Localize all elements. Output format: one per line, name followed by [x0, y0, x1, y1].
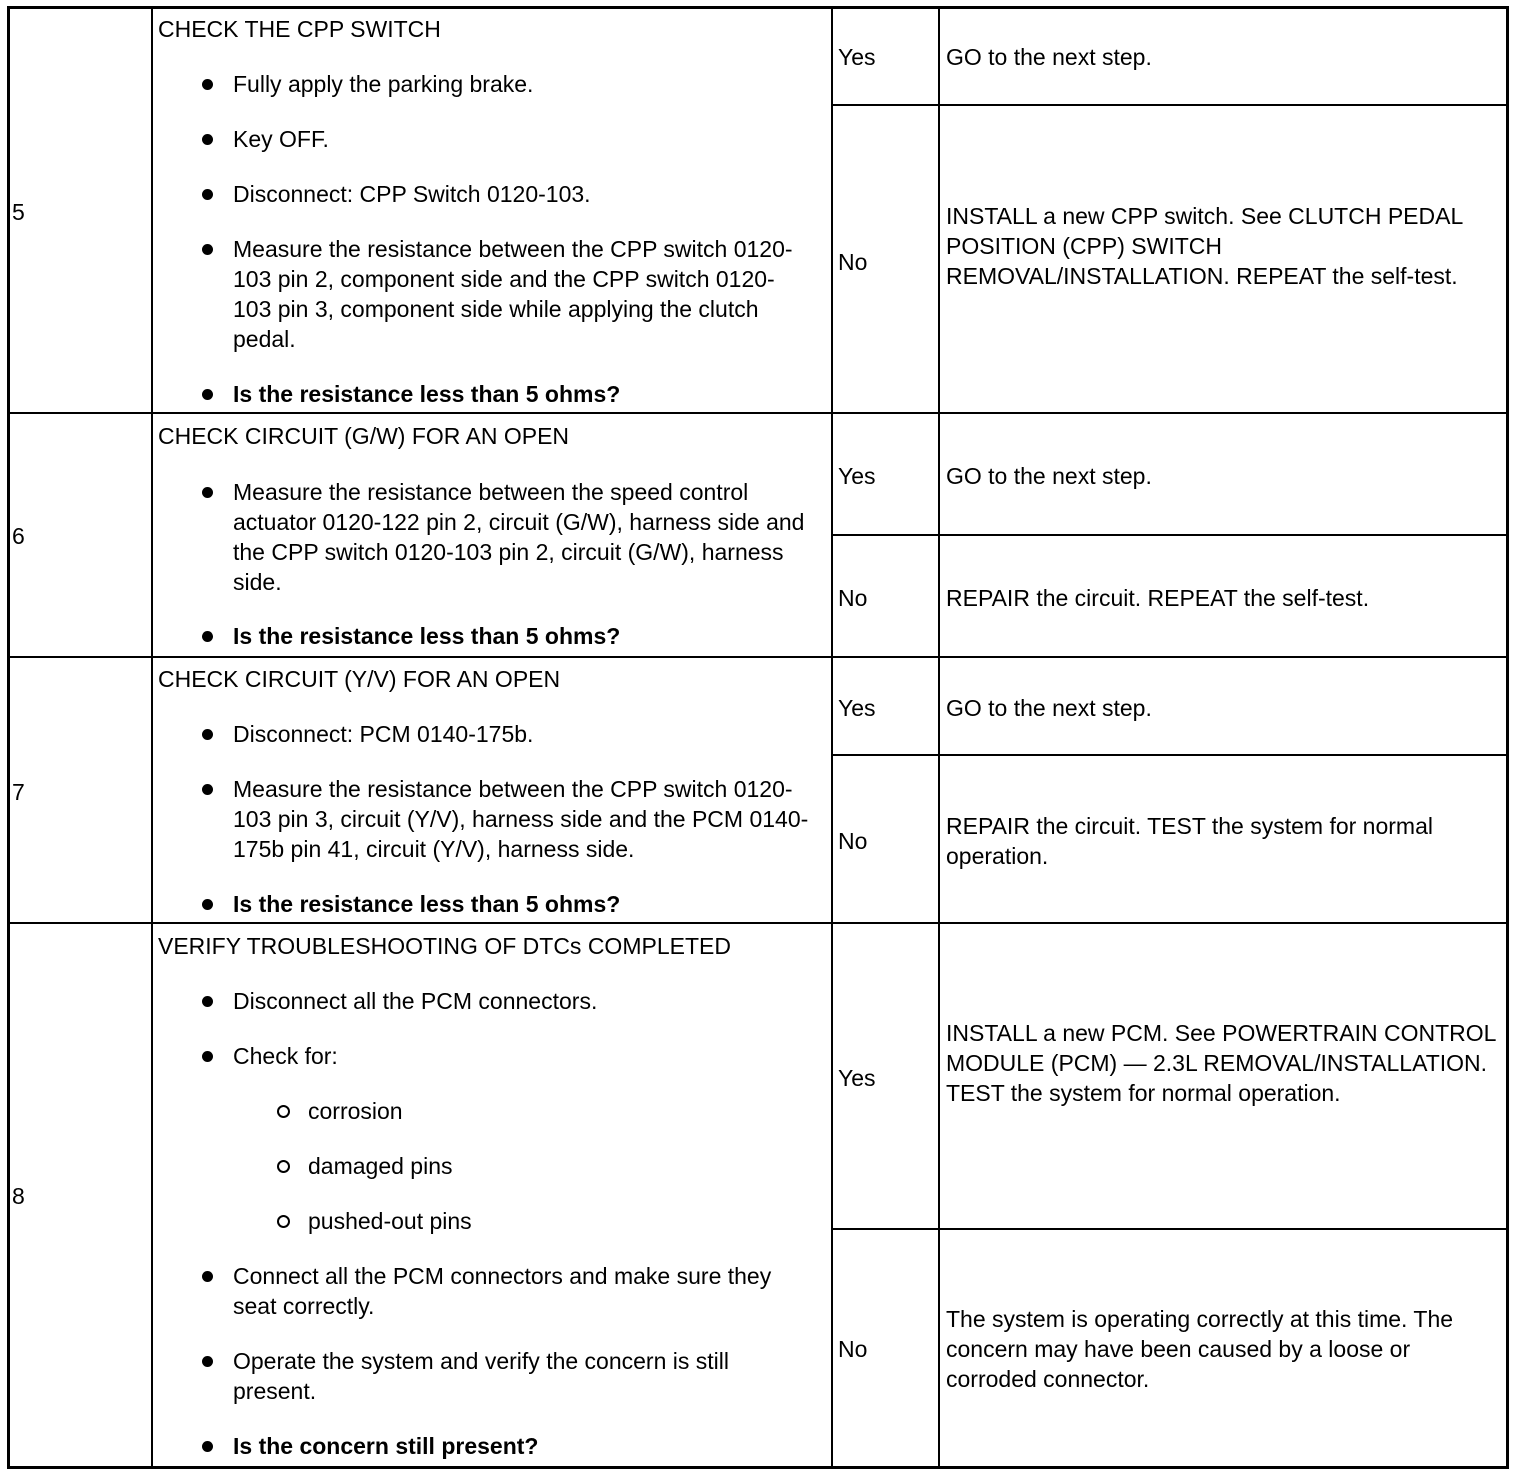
yes-label: Yes [838, 44, 876, 70]
instruction-item: Key OFF. [233, 126, 329, 152]
no-label: No [838, 828, 868, 854]
bullet-icon [202, 389, 213, 400]
step-heading: CHECK CIRCUIT (Y/V) FOR AN OPEN [158, 666, 561, 692]
yes-action: GO to the next step. [946, 695, 1152, 721]
bullet-icon [202, 631, 213, 642]
no-label: No [838, 1336, 868, 1362]
instruction-item: Measure the resistance between the CPP switch 0120-103 pin 2, component side and the CPP switch 0120-103 pin 3, component side while applying the clutch pedal. [233, 236, 793, 352]
hollow-bullet-icon [277, 1160, 290, 1173]
instruction-item: Measure the resistance between the CPP switch 0120-103 pin 3, circuit (Y/V), harness side and the PCM 0140-175b pin 41, circuit (Y/V), harness side. [233, 776, 809, 862]
step-question: Is the concern still present? [233, 1433, 539, 1459]
instruction-item: Measure the resistance between the speed control actuator 0120-122 pin 2, circuit (G/W), harness side and the CPP switch 0120-103 pin 2, circuit (G/W), harness side. [233, 479, 805, 595]
bullet-icon [202, 244, 213, 255]
instruction-item: Fully apply the parking brake. [233, 71, 534, 97]
step-number: 6 [12, 523, 25, 549]
bullet-icon [202, 1441, 213, 1452]
hollow-bullet-icon [277, 1105, 290, 1118]
no-action: REPAIR the circuit. REPEAT the self-test. [946, 585, 1370, 611]
instruction-item: Connect all the PCM connectors and make sure they seat correctly. [233, 1263, 772, 1319]
step-question: Is the resistance less than 5 ohms? [233, 623, 621, 649]
yes-action: GO to the next step. [946, 44, 1152, 70]
yes-label: Yes [838, 1065, 876, 1091]
sub-item: pushed-out pins [308, 1208, 472, 1234]
bullet-icon [202, 487, 213, 498]
sub-item: damaged pins [308, 1153, 453, 1179]
no-action: INSTALL a new CPP switch. See CLUTCH PEDAL POSITION (CPP) SWITCH REMOVAL/INSTALLATION. REPEAT the self-test. [946, 203, 1463, 289]
hollow-bullet-icon [277, 1215, 290, 1228]
instruction-item: Check for: [233, 1043, 338, 1069]
step-heading: CHECK THE CPP SWITCH [158, 16, 441, 42]
yes-label: Yes [838, 695, 876, 721]
sub-item: corrosion [308, 1098, 403, 1124]
no-label: No [838, 585, 868, 611]
step-number: 7 [12, 779, 25, 805]
instruction-item: Disconnect: PCM 0140-175b. [233, 721, 534, 747]
step-heading: VERIFY TROUBLESHOOTING OF DTCs COMPLETED [158, 933, 731, 959]
yes-action: GO to the next step. [946, 463, 1152, 489]
bullet-icon [202, 134, 213, 145]
instruction-item: Operate the system and verify the concern is still present. [233, 1348, 729, 1404]
step-question: Is the resistance less than 5 ohms? [233, 381, 621, 407]
bullet-icon [202, 729, 213, 740]
no-label: No [838, 249, 868, 275]
bullet-icon [202, 79, 213, 90]
step-heading: CHECK CIRCUIT (G/W) FOR AN OPEN [158, 423, 570, 449]
no-action: REPAIR the circuit. TEST the system for normal operation. [946, 813, 1433, 869]
instruction-item: Disconnect: CPP Switch 0120-103. [233, 181, 591, 207]
bullet-icon [202, 189, 213, 200]
instruction-item: Disconnect all the PCM connectors. [233, 988, 598, 1014]
no-action: The system is operating correctly at this time. The concern may have been caused by a loose or corroded connector. [946, 1306, 1454, 1392]
yes-action: INSTALL a new PCM. See POWERTRAIN CONTROL MODULE (PCM) — 2.3L REMOVAL/INSTALLATION. TEST the system for normal operation. [946, 1020, 1496, 1106]
bullet-icon [202, 1356, 213, 1367]
bullet-icon [202, 899, 213, 910]
yes-label: Yes [838, 463, 876, 489]
bullet-icon [202, 996, 213, 1007]
step-number: 5 [12, 199, 25, 225]
bullet-icon [202, 1271, 213, 1282]
bullet-icon [202, 784, 213, 795]
bullet-icon [202, 1051, 213, 1062]
step-question: Is the resistance less than 5 ohms? [233, 891, 621, 917]
step-number: 8 [12, 1183, 25, 1209]
